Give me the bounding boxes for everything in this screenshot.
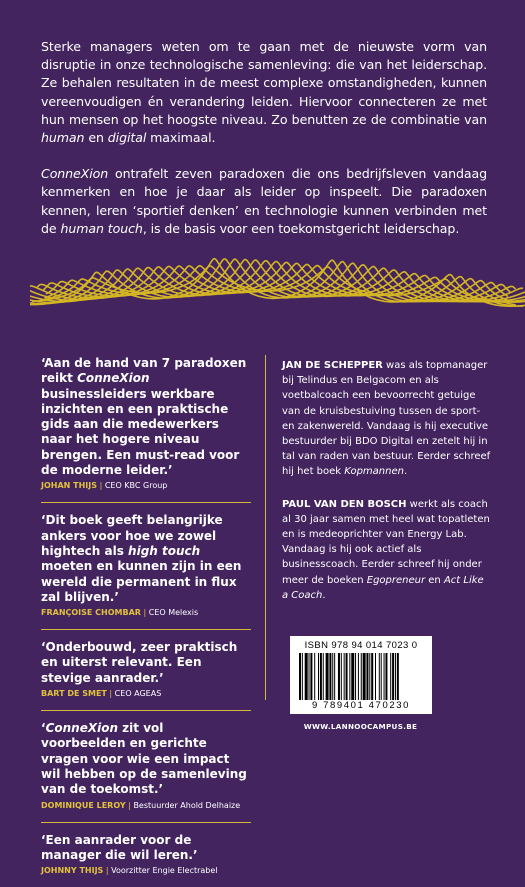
barcode-bar	[371, 653, 373, 700]
quote-divider	[41, 710, 251, 711]
author-bio-paul-van-den-bosch: PAUL VAN DEN BOSCH werkt als coach al 30 jaar samen met heel wat topatleten en is medeoprichter van Energy Lab. Vandaag is hij ook actief als businesscoach. Eerder schreef hij onder meer de boeken Egopreneur en Act Like a Coach.	[282, 497, 492, 603]
quotes-column	[41, 356, 251, 887]
quote-text: ‘Aan de hand van 7 paradoxen reikt ConneXion businessleiders werkbare inzichten en een praktische gids aan die medewerkers naar het hogere niveau brengen. Een must-read voor de moderne leider.’	[41, 356, 251, 478]
quote-attribution: JOHAN THIJS | CEO KBC Group	[41, 481, 251, 490]
barcode-bar	[349, 653, 350, 700]
barcode-bar	[351, 653, 354, 700]
quote-attribution: JOHNNY THIJS | Voorzitter Engie Electrabel	[41, 866, 251, 875]
barcode-bar	[358, 653, 359, 700]
ean-number: 9 789401 470230	[290, 700, 432, 711]
barcode-bar	[366, 653, 368, 700]
barcode-bar	[392, 653, 394, 700]
barcode-bar	[346, 653, 348, 700]
barcode-bar	[363, 653, 366, 700]
intro-paragraph-2: ConneXion ontrafelt zeven paradoxen die ons bedrijfsleven vandaag kenmerken en hoe je daar als leider op inspeelt. Die paradoxen kennen, leren ‘sportief denken’ en technologie kunnen verbinden met de human touch, is de basis voor een toekomstgericht leiderschap.	[41, 165, 487, 238]
barcode-bar	[314, 653, 315, 700]
barcode-bar	[338, 653, 340, 700]
barcode-bar	[305, 653, 308, 700]
barcode-bar	[369, 653, 370, 700]
barcode-bars	[299, 653, 423, 700]
barcode-bar	[355, 653, 356, 700]
quote-text: ‘Onderbouwd, zeer praktisch en uiterst relevant. Een stevige aanrader.’	[41, 640, 251, 686]
barcode-bar	[332, 653, 333, 700]
intro-paragraph-1: Sterke managers weten om te gaan met de nieuwste vorm van disruptie in onze technologische samenleving: die van het leiderschap. Ze behalen resultaten in de meest complexe omstandigheden, kunnen vereenvoudigen én verandering leiden. Hiervoor connecteren ze met hun mensen op het hoogste niveau. Zo benutten ze de combinatie van human en digital maximaal.	[41, 38, 487, 147]
quote-3	[41, 640, 251, 698]
quote-attribution: FRANÇOISE CHOMBAR | CEO Melexis	[41, 608, 251, 617]
isbn-barcode	[290, 636, 432, 714]
intro-text	[41, 38, 487, 256]
isbn-number: ISBN 978 94 014 7023 0	[290, 640, 432, 651]
quote-text: ‘Dit boek geeft belangrijke ankers voor hoe we zowel hightech als high touch moeten en kunnen zijn in een wereld die permanent in flux zal blijven.’	[41, 513, 251, 605]
barcode-bar	[320, 653, 322, 700]
barcode-bar	[341, 653, 342, 700]
author-bios	[282, 358, 492, 620]
barcode-bar	[323, 653, 324, 700]
barcode-bar	[385, 653, 387, 700]
barcode-bar	[379, 653, 380, 700]
wave-line-illustration	[30, 240, 525, 342]
barcode-bar	[375, 653, 376, 700]
barcode-bar	[318, 653, 319, 700]
barcode-bar	[361, 653, 362, 700]
barcode-bar	[309, 653, 310, 700]
barcode-bar	[381, 653, 382, 700]
quote-attribution: BART DE SMET | CEO AGEAS	[41, 689, 251, 698]
barcode-bar	[397, 653, 399, 700]
barcode-bar	[344, 653, 345, 700]
quote-text: ‘Een aanrader voor de manager die wil leren.’	[41, 833, 251, 864]
barcode-bar	[329, 653, 331, 700]
barcode-bar	[395, 653, 396, 700]
barcode-bar	[302, 653, 303, 700]
quote-divider	[41, 629, 251, 630]
barcode-bar	[299, 653, 301, 700]
author-bio-jan-de-schepper: JAN DE SCHEPPER was als topmanager bij Telindus en Belgacom en als voetbalcoach een bevoorrecht getuige van de kruisbestuiving tussen de sport- en zakenwereld. Vandaag is hij executive bestuurder bij BDO Digital en zetelt hij in tal van raden van bestuur. Eerder schreef hij het boek Kopmannen.	[282, 358, 492, 480]
quote-divider	[41, 822, 251, 823]
barcode-bar	[390, 653, 391, 700]
quote-1	[41, 356, 251, 490]
barcode-bar	[310, 653, 312, 700]
quote-text: ‘ConneXion zit vol voorbeelden en gerichte vragen voor wie een impact wil hebben op de samenleving van de toekomst.’	[41, 721, 251, 797]
quote-4	[41, 721, 251, 809]
quote-2	[41, 513, 251, 617]
barcode-bar	[334, 653, 335, 700]
quote-attribution: DOMINIQUE LEROY | Bestuurder Ahold Delhaize	[41, 801, 251, 810]
quote-divider	[41, 502, 251, 503]
barcode-bar	[384, 653, 385, 700]
quote-5	[41, 833, 251, 876]
barcode-bar	[326, 653, 329, 700]
column-divider	[265, 355, 266, 700]
publisher-website: WWW.LANNOOCAMPUS.BE	[288, 722, 433, 731]
